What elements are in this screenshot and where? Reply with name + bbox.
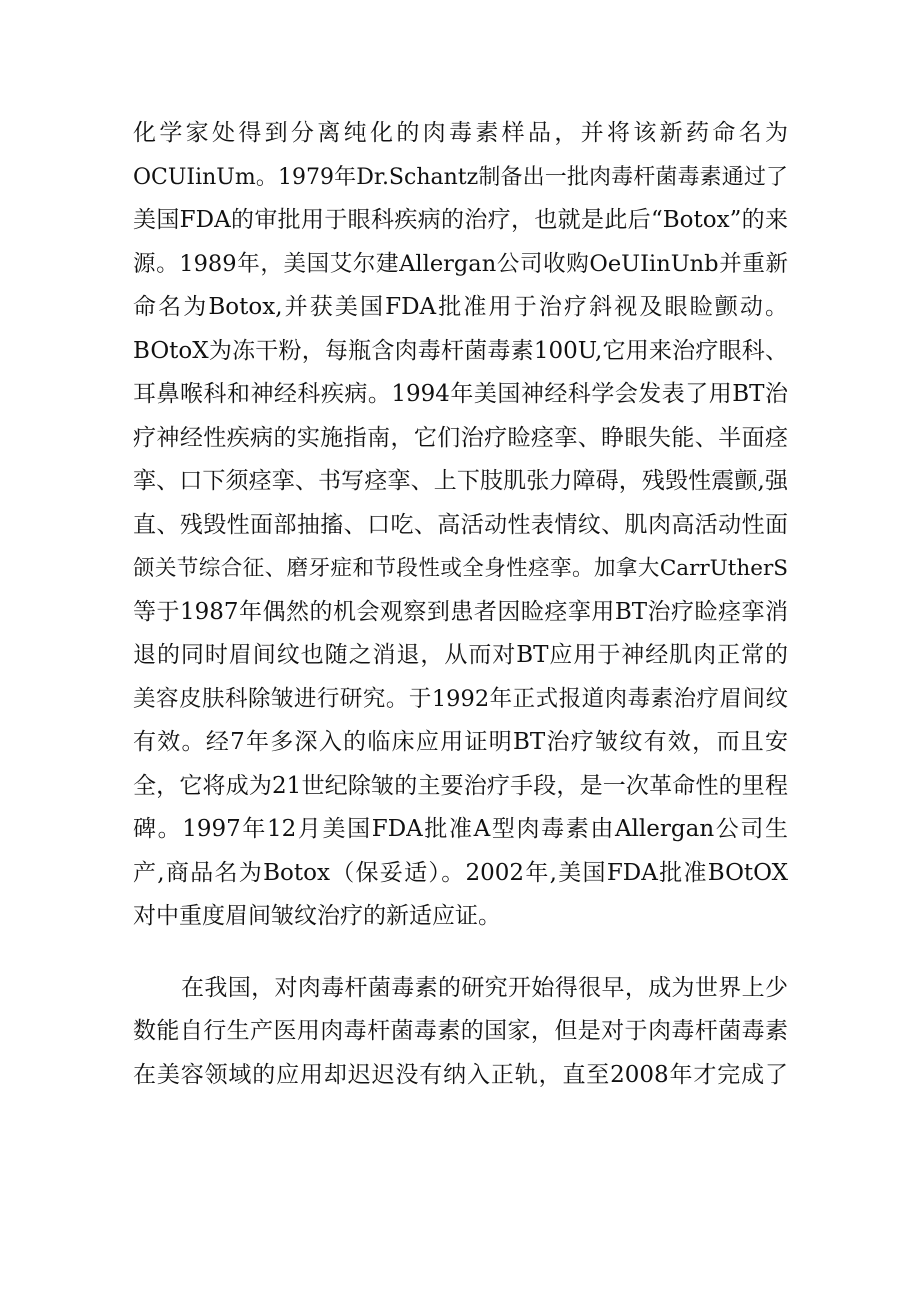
text-line: 疗神经性疾病的实施指南，它们治疗睑痉挛、睁眼失能、半面痉 — [133, 424, 788, 451]
text-line: 源。1989年，美国艾尔建Allergan公司收购OeUIinUnb并重新 — [133, 250, 788, 277]
text-line: 美容皮肤科除皱进行研究。于1992年正式报道肉毒素治疗眉间纹 — [133, 685, 788, 712]
text-line: 有效。经7年多深入的临床应用证明BT治疗皱纹有效，而且安 — [133, 729, 788, 755]
text-line: 化学家处得到分离纯化的肉毒素样品，并将该新药命名为 — [133, 120, 788, 146]
text-line: 退的同时眉间纹也随之消退，从而对BT应用于神经肌肉正常的 — [133, 642, 788, 668]
text-line: 耳鼻喉科和神经科疾病。1994年美国神经科学会发表了用BT治 — [133, 381, 788, 407]
paragraph-2 — [133, 967, 788, 1098]
text-line: OCUIinUm。1979年Dr.Schantz制备出一批肉毒杆菌毒素通过了 — [133, 164, 788, 190]
text-line: 全，它将成为21世纪除皱的主要治疗手段，是一次革命性的里程 — [133, 772, 788, 799]
text-line: 产,商品名为Botox（保妥适）。2002年,美国FDA批准BOtOX — [133, 859, 788, 886]
text-line: 对中重度眉间皱纹治疗的新适应证。 — [133, 903, 501, 929]
text-line: 颌关节综合征、磨牙症和节段性或全身性痉挛。加拿大CarrUtherS — [133, 556, 788, 581]
text-line: 命名为Botox,并获美国FDA批准用于治疗斜视及眼睑颤动。 — [133, 294, 788, 320]
text-line: 在我国，对肉毒杆菌毒素的研究开始得很早，成为世界上少 — [181, 974, 788, 1001]
paragraph-1 — [133, 112, 788, 939]
text-line: 碑。1997年12月美国FDA批准A型肉毒素由Allergan公司生 — [133, 816, 788, 842]
text-line: 数能自行生产医用肉毒杆菌毒素的国家，但是对于肉毒杆菌毒素 — [133, 1018, 788, 1044]
text-line: 直、残毁性面部抽搐、口吃、高活动性表情纹、肌肉高活动性面 — [133, 511, 788, 538]
text-line: 挛、口下须痉挛、书写痉挛、上下肢肌张力障碍，残毁性震颤,强 — [133, 468, 788, 494]
text-line: 在美容领域的应用却迟迟没有纳入正轨，直至2008年才完成了 — [133, 1061, 788, 1088]
paragraph-spacer — [133, 939, 788, 967]
body-text — [133, 112, 788, 1097]
text-line: 等于1987年偶然的机会观察到患者因睑痉挛用BT治疗睑痉挛消 — [133, 598, 788, 625]
text-line: BOtoX为冻干粉，每瓶含肉毒杆菌毒素100U,它用来治疗眼科、 — [133, 337, 788, 364]
text-line: 美国FDA的审批用于眼科疾病的治疗，也就是此后“Botox”的来 — [133, 207, 788, 233]
